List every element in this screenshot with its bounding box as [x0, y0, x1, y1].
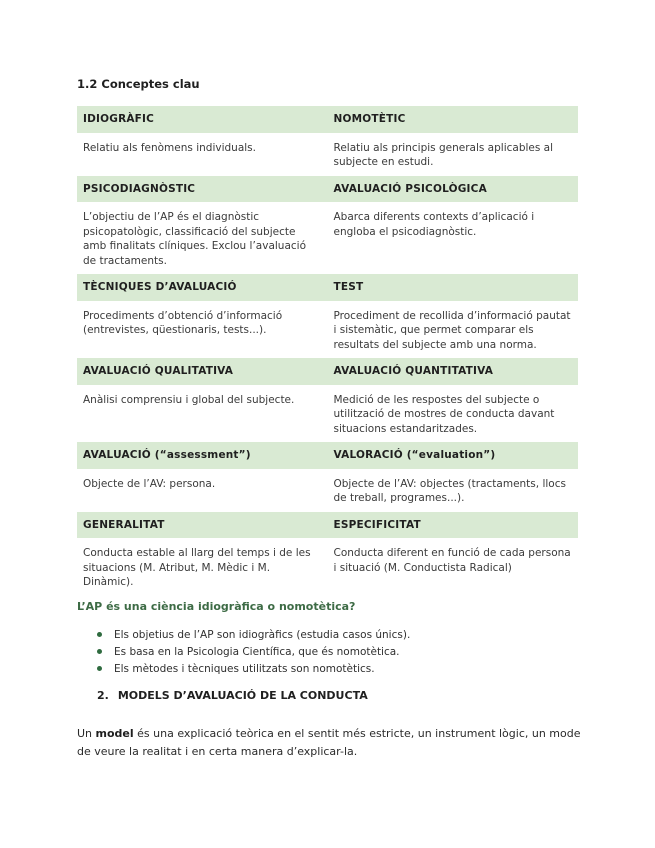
bullet-dot-icon [97, 632, 102, 637]
list-item [97, 644, 410, 661]
concept-term: NOMOTÈTIC [328, 106, 579, 133]
concept-definition-row [77, 202, 578, 274]
concept-definition: Anàlisi comprensiu i global del subjecte. [83, 393, 295, 406]
concept-term: AVALUACIÓ (“assessment”) [77, 442, 328, 469]
heading-text: MODELS D’AVALUACIÓ DE LA CONDUCTA [117, 689, 368, 702]
concept-term: TÈCNIQUES D’AVALUACIÓ [77, 274, 328, 301]
concept-definition: Conducta diferent en funció de cada persona i situació (M. Conductista Radical) [333, 547, 571, 574]
list-item-text: Els objetius de l’AP son idiogràfics (estudia casos únics). [114, 629, 411, 641]
concept-header-row [77, 358, 578, 385]
body-paragraph [77, 725, 582, 761]
bullet-dot-icon [97, 666, 102, 671]
concept-term: PSICODIAGNÒSTIC [77, 176, 328, 203]
list-item [97, 661, 410, 678]
concept-term: ESPECIFICITAT [328, 512, 579, 539]
numbered-heading [97, 689, 368, 702]
concept-term: AVALUACIÓ QUALITATIVA [77, 358, 328, 385]
concept-definition: L’objectiu de l’AP és el diagnòstic psicopatològic, classificació del subjecte amb finalitats clíniques. Exclou l’avaluació de tractaments. [83, 211, 307, 267]
bullet-list [97, 627, 410, 678]
concept-header-row [77, 106, 578, 133]
concept-definition-row [77, 469, 578, 512]
concept-term: IDIOGRÀFIC [77, 106, 328, 133]
list-item [97, 627, 410, 644]
paragraph-prefix: Un [77, 727, 96, 740]
concept-header-row [77, 274, 578, 301]
concepts-table [77, 106, 578, 596]
list-item-text: Els mètodes i tècniques utilitzats son nomotètics. [114, 663, 375, 675]
concept-definition-row [77, 301, 578, 359]
concept-definition: Relatiu als principis generals aplicables al subjecte en estudi. [333, 141, 554, 168]
concept-term: GENERALITAT [77, 512, 328, 539]
concept-definition-row [77, 385, 578, 443]
heading-number: 2. [97, 689, 109, 702]
concept-definition: Relatiu als fenòmens individuals. [83, 141, 256, 154]
concept-term: AVALUACIÓ QUANTITATIVA [328, 358, 579, 385]
concept-header-row [77, 176, 578, 203]
concept-definition: Abarca diferents contexts d’aplicació i engloba el psicodiagnòstic. [333, 211, 535, 238]
concept-term: AVALUACIÓ PSICOLÒGICA [328, 176, 579, 203]
list-item-text: Es basa en la Psicologia Científica, que és nomotètica. [114, 646, 400, 658]
concept-definition: Objecte de l’AV: persona. [83, 477, 216, 490]
question-heading: L’AP és una ciència idiogràfica o nomotètica? [77, 600, 356, 613]
concept-definition: Conducta estable al llarg del temps i de les situacions (M. Atribut, M. Mèdic i M. Dinàmic). [83, 547, 311, 588]
concept-term: VALORACIÓ (“evaluation”) [328, 442, 579, 469]
concept-definition: Procediments d’obtenció d’informació (entrevistes, qüestionaris, tests...). [83, 309, 283, 336]
paragraph-bold-term: model [95, 727, 134, 740]
bullet-dot-icon [97, 649, 102, 654]
concept-definition: Medició de les respostes del subjecte o utilització de mostres de conducta davant situacions estandaritzades. [333, 393, 555, 435]
concept-definition: Procediment de recollida d’informació pautat i sistemàtic, que permet comparar els resultats del subjecte amb una norma. [333, 309, 571, 351]
concept-header-row [77, 512, 578, 539]
paragraph-rest: és una explicació teòrica en el sentit més estricte, un instrument lògic, un mode de veure la realitat i en certa manera d’explicar-la. [77, 727, 581, 758]
section-title: 1.2 Conceptes clau [77, 77, 200, 91]
concept-header-row [77, 442, 578, 469]
concept-definition: Objecte de l’AV: objectes (tractaments, llocs de treball, programes...). [333, 477, 566, 504]
concept-definition-row [77, 133, 578, 176]
concept-term: TEST [328, 274, 579, 301]
concept-definition-row [77, 538, 578, 596]
